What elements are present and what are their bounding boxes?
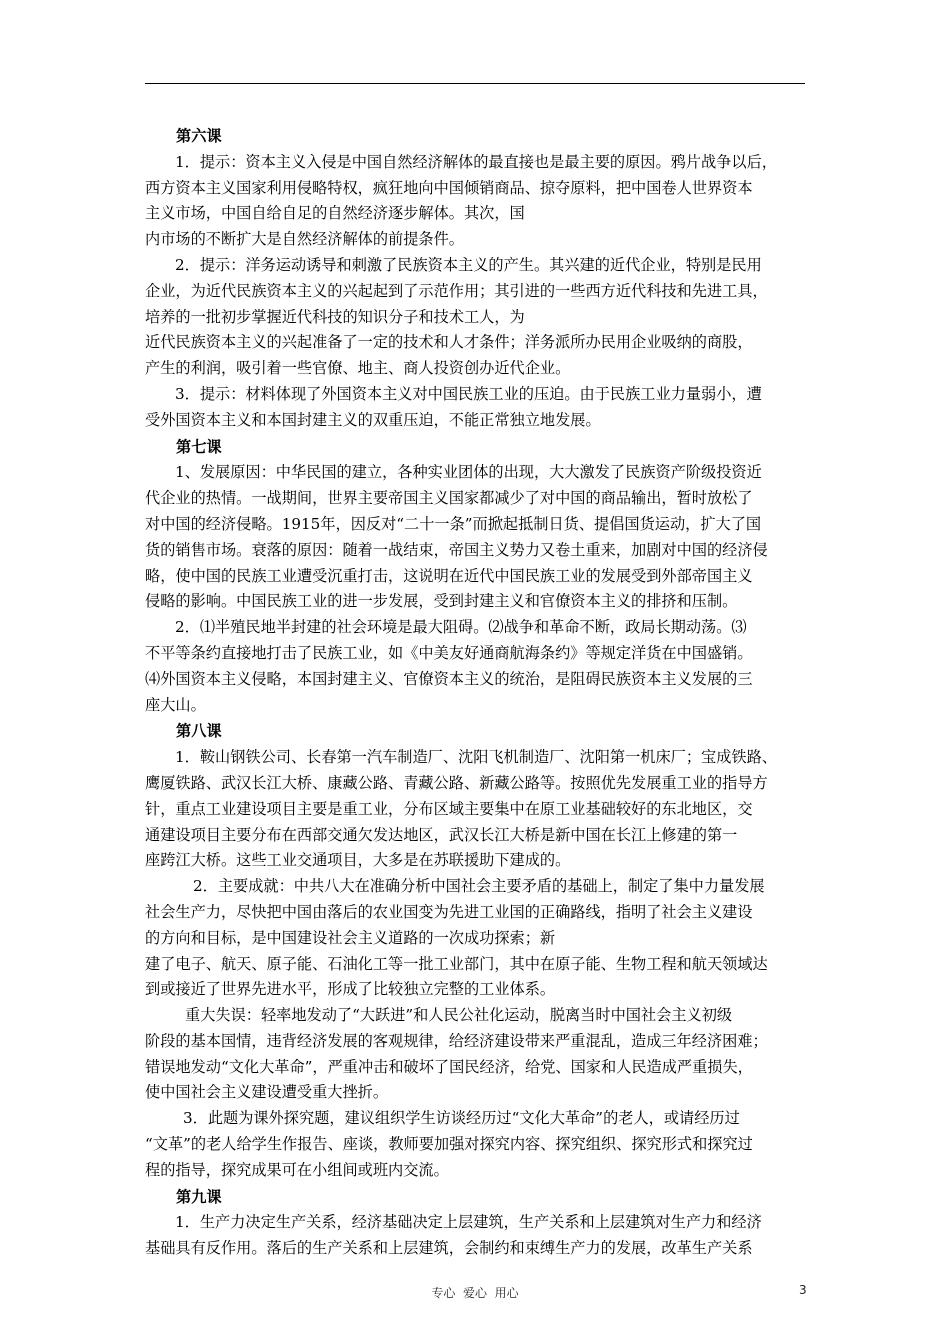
text-line: 1．生产力决定生产关系，经济基础决定上层建筑，生产关系和上层建筑对生产力和经济 <box>175 1213 762 1232</box>
text-line: 错误地发动“文化大革命”，严重冲击和破坏了国民经济，给党、国家和人民造成严重损失， <box>145 1057 753 1076</box>
section-heading: 第九课 <box>176 1187 222 1206</box>
text-line: 1．鞍山钢铁公司、长春第一汽车制造厂、沈阳飞机制造厂、沈阳第一机床厂；宝成铁路、 <box>175 748 777 767</box>
paragraph <box>145 1003 811 1106</box>
text-line: 对中国的经济侵略。1915年，因反对“二十一条”而掀起抵制日货、提倡国货运动，扩大了国 <box>145 514 762 533</box>
text-line: 的方向和目标，是中国建设社会主义道路的一次成功探索；新 <box>145 928 556 947</box>
text-line: 企业，为近代民族资本主义的兴起起到了示范作用；其引进的一些西方近代科技和先进工具， <box>145 281 768 300</box>
text-line: 主义市场，中国自给自足的自然经济逐步解体。其次，国 <box>145 204 525 223</box>
text-line: 使中国社会主义建设遭受重大挫折。 <box>145 1083 388 1102</box>
text-line: 不平等条约直接地打击了民族工业，如《中美友好通商航海条约》等规定洋货在中国盛销。 <box>145 643 753 662</box>
paragraph <box>145 615 811 718</box>
text-line: 3．此题为课外探究题，建议组织学生访谈经历过“文化大革命”的老人，或请经历过 <box>183 1109 740 1128</box>
text-line: 略，使中国的民族工业遭受沉重打击，这说明在近代中国民族工业的发展受到外部帝国主义 <box>145 566 753 585</box>
text-line: 通建设项目主要分布在西部交通欠发达地区，武汉长江大桥是新中国在长江上修建的第一 <box>145 825 738 844</box>
text-line: 基础具有反作用。落后的生产关系和上层建筑，会制约和束缚生产力的发展，改革生产关系 <box>145 1239 753 1258</box>
text-line: 2．提示：洋务运动诱导和刺激了民族资本主义的产生。其兴建的近代企业，特别是民用 <box>175 255 762 274</box>
document-body <box>145 123 811 1262</box>
paragraph <box>145 150 811 253</box>
section-heading: 第八课 <box>176 722 222 741</box>
text-line: 到或接近了世界先进水平，形成了比较独立完整的工业体系。 <box>145 980 556 999</box>
text-line: 3．提示：材料体现了外国资本主义对中国民族工业的压迫。由于民族工业力量弱小，遭 <box>175 384 762 403</box>
footer-motto: 专心 爱心 用心 <box>431 1286 519 1300</box>
text-line: 鹰厦铁路、武汉长江大桥、康藏公路、青藏公路、新藏公路等。按照优先发展重工业的指导方 <box>145 773 768 792</box>
header-rule <box>145 83 805 84</box>
paragraph <box>145 1210 811 1262</box>
paragraph <box>145 460 811 615</box>
text-line: 培养的一批初步掌握近代科技的知识分子和技术工人，为 <box>145 307 525 326</box>
text-line: 货的销售市场。衰落的原因：随着一战结束，帝国主义势力又卷土重来，加剧对中国的经济侵 <box>145 540 768 559</box>
text-line: 社会生产力，尽快把中国由落后的农业国变为先进工业国的正确路线，指明了社会主义建设 <box>145 902 753 921</box>
text-line: 建了电子、航天、原子能、石油化工等一批工业部门，其中在原子能、生物工程和航天领域达 <box>145 954 768 973</box>
page-number: 3 <box>799 1283 807 1297</box>
text-line: 程的指导，探究成果可在小组间或班内交流。 <box>145 1160 449 1179</box>
text-line: 近代民族资本主义的兴起准备了一定的技术和人才条件；洋务派所办民用企业吸纳的商股， <box>145 333 753 352</box>
text-line: 座大山。 <box>145 695 206 714</box>
text-line: 2．主要成就：中共八大在准确分析中国社会主要矛盾的基础上，制定了集中力量发展 <box>193 877 765 896</box>
text-line: 1．提示：资本主义入侵是中国自然经济解体的最直接也是最主要的原因。鸦片战争以后， <box>175 152 777 171</box>
text-line: “文革”的老人给学生作报告、座谈，教师要加强对探究内容、探究组织、探究形式和探究过 <box>145 1135 753 1154</box>
text-line: 受外国资本主义和本国封建主义的双重压迫，不能正常独立地发展。 <box>145 410 601 429</box>
text-line: 1、发展原因：中华民国的建立，各种实业团体的出现，大大激发了民族资产阶级投资近 <box>175 463 762 482</box>
text-line: 产生的利润，吸引着一些官僚、地主、商人投资创办近代企业。 <box>145 359 571 378</box>
text-line: 座跨江大桥。这些工业交通项目，大多是在苏联援助下建成的。 <box>145 851 571 870</box>
text-line: ⑷外国资本主义侵略，本国封建主义、官僚资本主义的统治，是阻碍民族资本主义发展的三 <box>145 669 753 688</box>
text-line: 重大失误：轻率地发动了“大跃进”和人民公社化运动，脱离当时中国社会主义初级 <box>185 1006 733 1025</box>
section-heading: 第六课 <box>176 127 222 145</box>
paragraph <box>145 874 811 1003</box>
text-line: 2．⑴半殖民地半封建的社会环境是最大阻碍。⑵战争和革命不断，政局长期动荡。⑶ <box>175 618 747 637</box>
paragraph <box>145 382 811 434</box>
paragraph <box>145 1106 811 1183</box>
text-line: 针，重点工业建设项目主要是重工业，分布区域主要集中在原工业基础较好的东北地区，交 <box>145 799 753 818</box>
text-line: 代企业的热情。一战期间，世界主要帝国主义国家都减少了对中国的商品输出，暂时放松了 <box>145 489 753 508</box>
text-line: 阶段的基本国情，违背经济发展的客观规律，给经济建设带来严重混乱，造成三年经济困难； <box>145 1031 768 1050</box>
paragraph <box>145 253 811 382</box>
paragraph <box>145 745 811 874</box>
text-line: 内市场的不断扩大是自然经济解体的前提条件。 <box>145 230 464 249</box>
section-heading: 第七课 <box>176 437 222 456</box>
text-line: 侵略的影响。中国民族工业的进一步发展，受到封建主义和官僚资本主义的排挤和压制。 <box>145 592 738 611</box>
text-line: 西方资本主义国家利用侵略特权，疯狂地向中国倾销商品、掠夺原料，把中国卷人世界资本 <box>145 178 753 197</box>
